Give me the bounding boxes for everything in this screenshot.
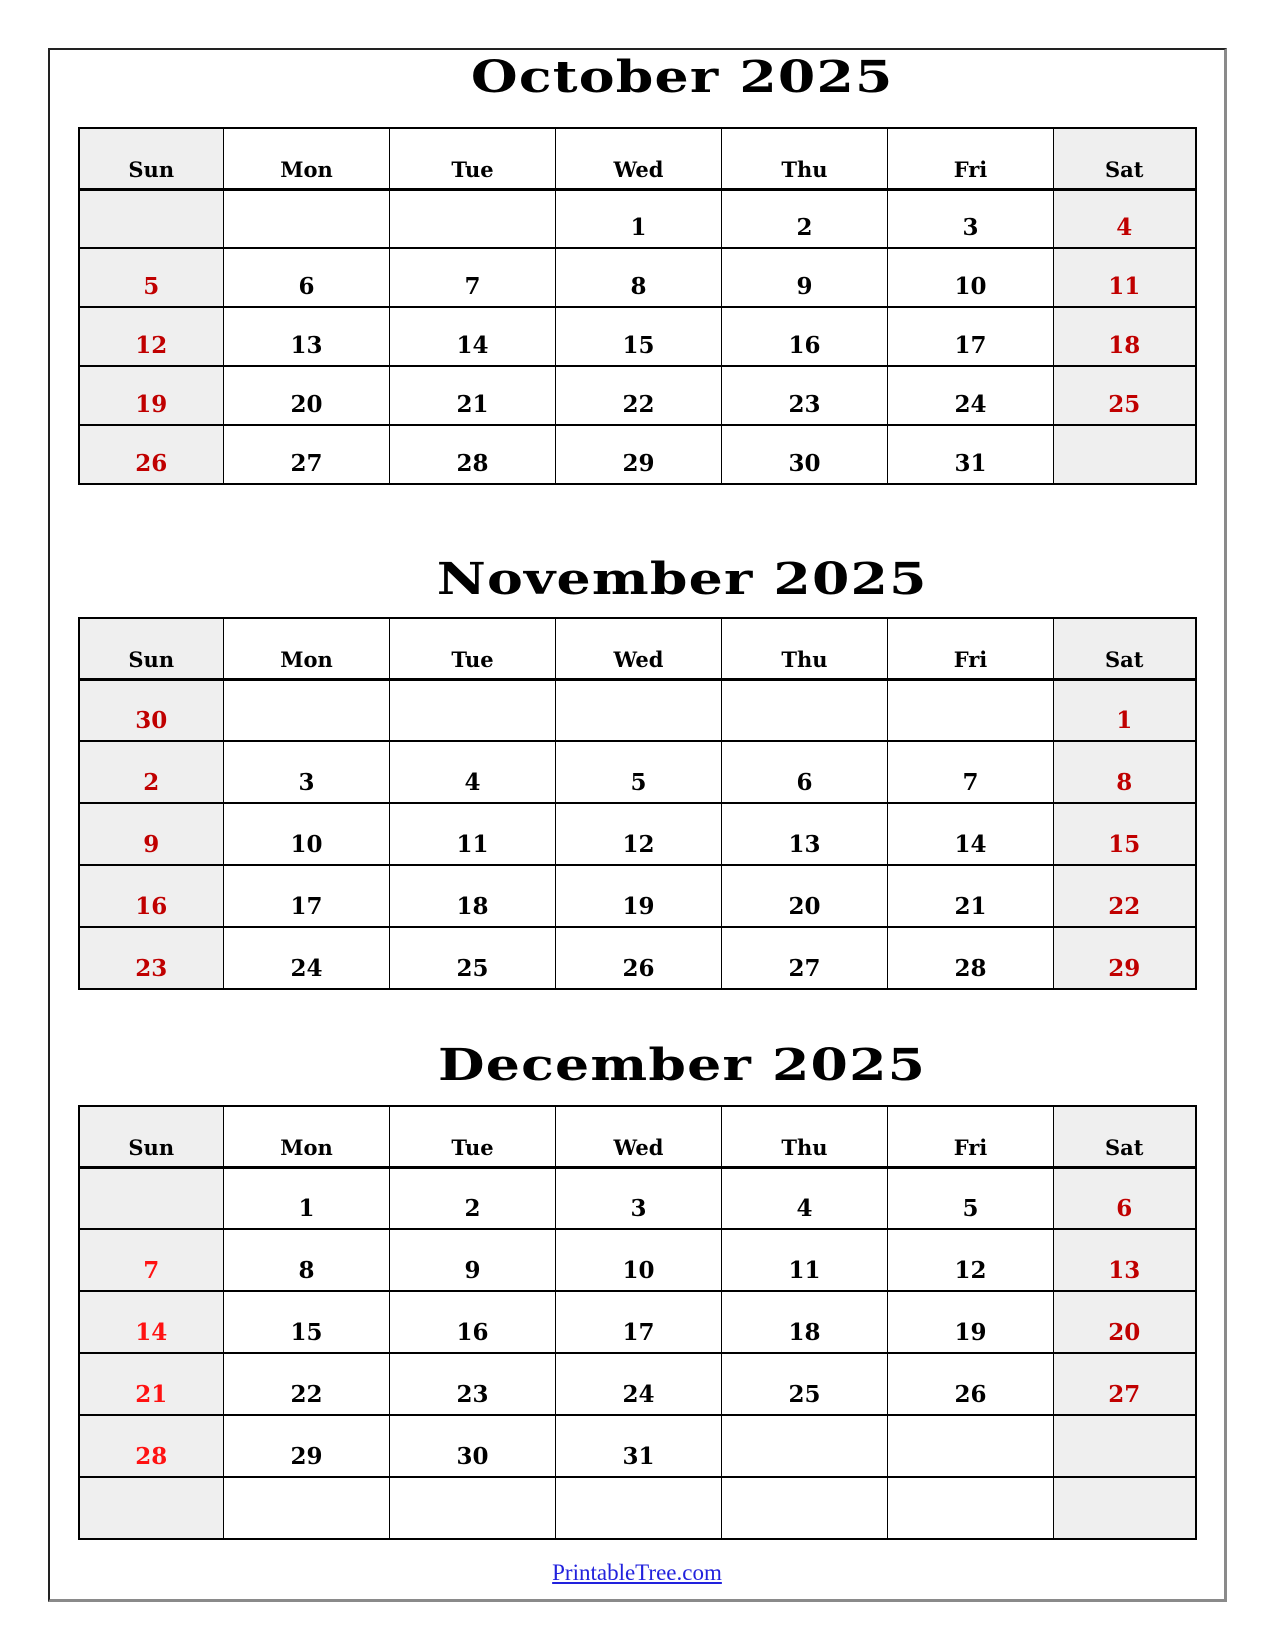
day-cell: 30 bbox=[79, 679, 224, 741]
week-row bbox=[79, 1477, 1196, 1539]
day-cell: 28 bbox=[390, 425, 556, 484]
day-header-wed: Wed bbox=[556, 1106, 722, 1167]
day-cell: 2 bbox=[390, 1167, 556, 1229]
week-row bbox=[79, 189, 1196, 248]
day-header-fri: Fri bbox=[888, 1106, 1054, 1167]
week-row bbox=[79, 927, 1196, 989]
calendar-table-december bbox=[78, 1105, 1197, 1540]
day-header-sun: Sun bbox=[79, 1106, 224, 1167]
day-cell: 30 bbox=[722, 425, 888, 484]
day-cell: 11 bbox=[722, 1229, 888, 1291]
day-cell: 19 bbox=[556, 865, 722, 927]
day-cell: 23 bbox=[79, 927, 224, 989]
day-cell: 25 bbox=[722, 1353, 888, 1415]
day-cell: 3 bbox=[224, 741, 390, 803]
day-cell: 28 bbox=[888, 927, 1054, 989]
empty-day-cell bbox=[390, 1477, 556, 1539]
day-cell: 12 bbox=[556, 803, 722, 865]
day-cell: 4 bbox=[1054, 189, 1196, 248]
week-row bbox=[79, 1291, 1196, 1353]
day-header-mon: Mon bbox=[224, 1106, 390, 1167]
month-title-october bbox=[95, 52, 1269, 104]
calendar-table-november bbox=[78, 617, 1197, 990]
day-cell: 14 bbox=[390, 307, 556, 366]
month-title-november bbox=[95, 554, 1269, 606]
month-october bbox=[50, 127, 1224, 485]
day-cell: 21 bbox=[79, 1353, 224, 1415]
day-cell: 9 bbox=[79, 803, 224, 865]
day-cell: 19 bbox=[79, 366, 224, 425]
day-cell: 17 bbox=[888, 307, 1054, 366]
day-cell: 15 bbox=[224, 1291, 390, 1353]
day-cell: 12 bbox=[888, 1229, 1054, 1291]
day-header-mon: Mon bbox=[224, 618, 390, 679]
day-header-row bbox=[79, 128, 1196, 189]
day-cell: 20 bbox=[1054, 1291, 1196, 1353]
day-cell: 7 bbox=[79, 1229, 224, 1291]
day-cell: 8 bbox=[556, 248, 722, 307]
day-header-tue: Tue bbox=[390, 618, 556, 679]
day-header-sat: Sat bbox=[1054, 618, 1196, 679]
week-row bbox=[79, 1167, 1196, 1229]
empty-day-cell bbox=[224, 679, 390, 741]
day-cell: 12 bbox=[79, 307, 224, 366]
day-cell: 29 bbox=[556, 425, 722, 484]
day-header-mon: Mon bbox=[224, 128, 390, 189]
day-cell: 9 bbox=[390, 1229, 556, 1291]
empty-day-cell bbox=[722, 1477, 888, 1539]
empty-day-cell bbox=[888, 679, 1054, 741]
empty-day-cell bbox=[1054, 1415, 1196, 1477]
day-cell: 13 bbox=[722, 803, 888, 865]
day-cell: 2 bbox=[722, 189, 888, 248]
empty-day-cell bbox=[888, 1415, 1054, 1477]
empty-day-cell bbox=[1054, 1477, 1196, 1539]
day-cell: 17 bbox=[224, 865, 390, 927]
empty-day-cell bbox=[79, 1167, 224, 1229]
empty-day-cell bbox=[79, 1477, 224, 1539]
empty-day-cell bbox=[224, 1477, 390, 1539]
day-cell: 1 bbox=[1054, 679, 1196, 741]
day-cell: 18 bbox=[1054, 307, 1196, 366]
day-cell: 22 bbox=[1054, 865, 1196, 927]
day-cell: 14 bbox=[888, 803, 1054, 865]
day-cell: 26 bbox=[888, 1353, 1054, 1415]
day-cell: 5 bbox=[888, 1167, 1054, 1229]
month-december bbox=[50, 1105, 1224, 1540]
day-cell: 13 bbox=[1054, 1229, 1196, 1291]
day-cell: 3 bbox=[556, 1167, 722, 1229]
month-november bbox=[50, 617, 1224, 990]
day-cell: 11 bbox=[1054, 248, 1196, 307]
day-cell: 24 bbox=[556, 1353, 722, 1415]
day-cell: 27 bbox=[224, 425, 390, 484]
day-cell: 21 bbox=[390, 366, 556, 425]
day-cell: 9 bbox=[722, 248, 888, 307]
week-row bbox=[79, 803, 1196, 865]
day-header-tue: Tue bbox=[390, 128, 556, 189]
week-row bbox=[79, 366, 1196, 425]
day-header-fri: Fri bbox=[888, 618, 1054, 679]
month-title-november-text: November 2025 bbox=[436, 554, 928, 605]
empty-day-cell bbox=[722, 1415, 888, 1477]
empty-day-cell bbox=[390, 189, 556, 248]
empty-day-cell bbox=[224, 189, 390, 248]
calendar-table-october bbox=[78, 127, 1197, 485]
day-cell: 4 bbox=[722, 1167, 888, 1229]
day-cell: 6 bbox=[224, 248, 390, 307]
day-header-wed: Wed bbox=[556, 618, 722, 679]
week-row bbox=[79, 1353, 1196, 1415]
day-header-row bbox=[79, 618, 1196, 679]
day-cell: 14 bbox=[79, 1291, 224, 1353]
day-cell: 24 bbox=[224, 927, 390, 989]
day-cell: 31 bbox=[888, 425, 1054, 484]
empty-day-cell bbox=[556, 1477, 722, 1539]
day-header-row bbox=[79, 1106, 1196, 1167]
day-cell: 22 bbox=[224, 1353, 390, 1415]
day-cell: 25 bbox=[390, 927, 556, 989]
footer bbox=[50, 1558, 1224, 1588]
day-header-wed: Wed bbox=[556, 128, 722, 189]
day-cell: 7 bbox=[390, 248, 556, 307]
empty-day-cell bbox=[1054, 425, 1196, 484]
empty-day-cell bbox=[390, 679, 556, 741]
day-cell: 4 bbox=[390, 741, 556, 803]
day-header-thu: Thu bbox=[722, 1106, 888, 1167]
day-cell: 24 bbox=[888, 366, 1054, 425]
day-cell: 20 bbox=[224, 366, 390, 425]
day-cell: 2 bbox=[79, 741, 224, 803]
day-header-fri: Fri bbox=[888, 128, 1054, 189]
week-row bbox=[79, 307, 1196, 366]
day-cell: 21 bbox=[888, 865, 1054, 927]
day-cell: 6 bbox=[722, 741, 888, 803]
day-header-sun: Sun bbox=[79, 128, 224, 189]
day-cell: 8 bbox=[224, 1229, 390, 1291]
day-cell: 29 bbox=[224, 1415, 390, 1477]
day-cell: 1 bbox=[224, 1167, 390, 1229]
day-cell: 6 bbox=[1054, 1167, 1196, 1229]
empty-day-cell bbox=[556, 679, 722, 741]
day-cell: 5 bbox=[79, 248, 224, 307]
day-cell: 19 bbox=[888, 1291, 1054, 1353]
day-cell: 15 bbox=[1054, 803, 1196, 865]
day-cell: 18 bbox=[390, 865, 556, 927]
empty-day-cell bbox=[79, 189, 224, 248]
day-cell: 31 bbox=[556, 1415, 722, 1477]
day-cell: 30 bbox=[390, 1415, 556, 1477]
day-cell: 25 bbox=[1054, 366, 1196, 425]
day-header-tue: Tue bbox=[390, 1106, 556, 1167]
day-cell: 10 bbox=[224, 803, 390, 865]
day-header-sat: Sat bbox=[1054, 128, 1196, 189]
day-cell: 28 bbox=[79, 1415, 224, 1477]
day-cell: 10 bbox=[888, 248, 1054, 307]
month-title-december bbox=[95, 1040, 1269, 1092]
day-cell: 3 bbox=[888, 189, 1054, 248]
week-row bbox=[79, 741, 1196, 803]
day-cell: 23 bbox=[722, 366, 888, 425]
day-cell: 11 bbox=[390, 803, 556, 865]
day-cell: 29 bbox=[1054, 927, 1196, 989]
day-cell: 22 bbox=[556, 366, 722, 425]
month-title-december-text: December 2025 bbox=[437, 1040, 927, 1091]
printabletree-link[interactable]: PrintableTree.com bbox=[552, 1560, 722, 1585]
week-row bbox=[79, 1415, 1196, 1477]
month-title-october-text: October 2025 bbox=[470, 52, 894, 103]
day-cell: 16 bbox=[722, 307, 888, 366]
week-row bbox=[79, 679, 1196, 741]
day-cell: 5 bbox=[556, 741, 722, 803]
day-cell: 8 bbox=[1054, 741, 1196, 803]
day-cell: 10 bbox=[556, 1229, 722, 1291]
day-header-sat: Sat bbox=[1054, 1106, 1196, 1167]
week-row bbox=[79, 425, 1196, 484]
day-cell: 16 bbox=[79, 865, 224, 927]
day-cell: 26 bbox=[556, 927, 722, 989]
week-row bbox=[79, 865, 1196, 927]
day-cell: 15 bbox=[556, 307, 722, 366]
day-header-thu: Thu bbox=[722, 618, 888, 679]
day-cell: 13 bbox=[224, 307, 390, 366]
empty-day-cell bbox=[888, 1477, 1054, 1539]
day-cell: 27 bbox=[722, 927, 888, 989]
day-cell: 18 bbox=[722, 1291, 888, 1353]
empty-day-cell bbox=[722, 679, 888, 741]
day-header-thu: Thu bbox=[722, 128, 888, 189]
day-cell: 17 bbox=[556, 1291, 722, 1353]
day-cell: 23 bbox=[390, 1353, 556, 1415]
week-row bbox=[79, 248, 1196, 307]
week-row bbox=[79, 1229, 1196, 1291]
day-cell: 26 bbox=[79, 425, 224, 484]
day-cell: 1 bbox=[556, 189, 722, 248]
page-border-frame bbox=[48, 48, 1227, 1602]
day-cell: 16 bbox=[390, 1291, 556, 1353]
day-cell: 20 bbox=[722, 865, 888, 927]
day-header-sun: Sun bbox=[79, 618, 224, 679]
day-cell: 27 bbox=[1054, 1353, 1196, 1415]
day-cell: 7 bbox=[888, 741, 1054, 803]
